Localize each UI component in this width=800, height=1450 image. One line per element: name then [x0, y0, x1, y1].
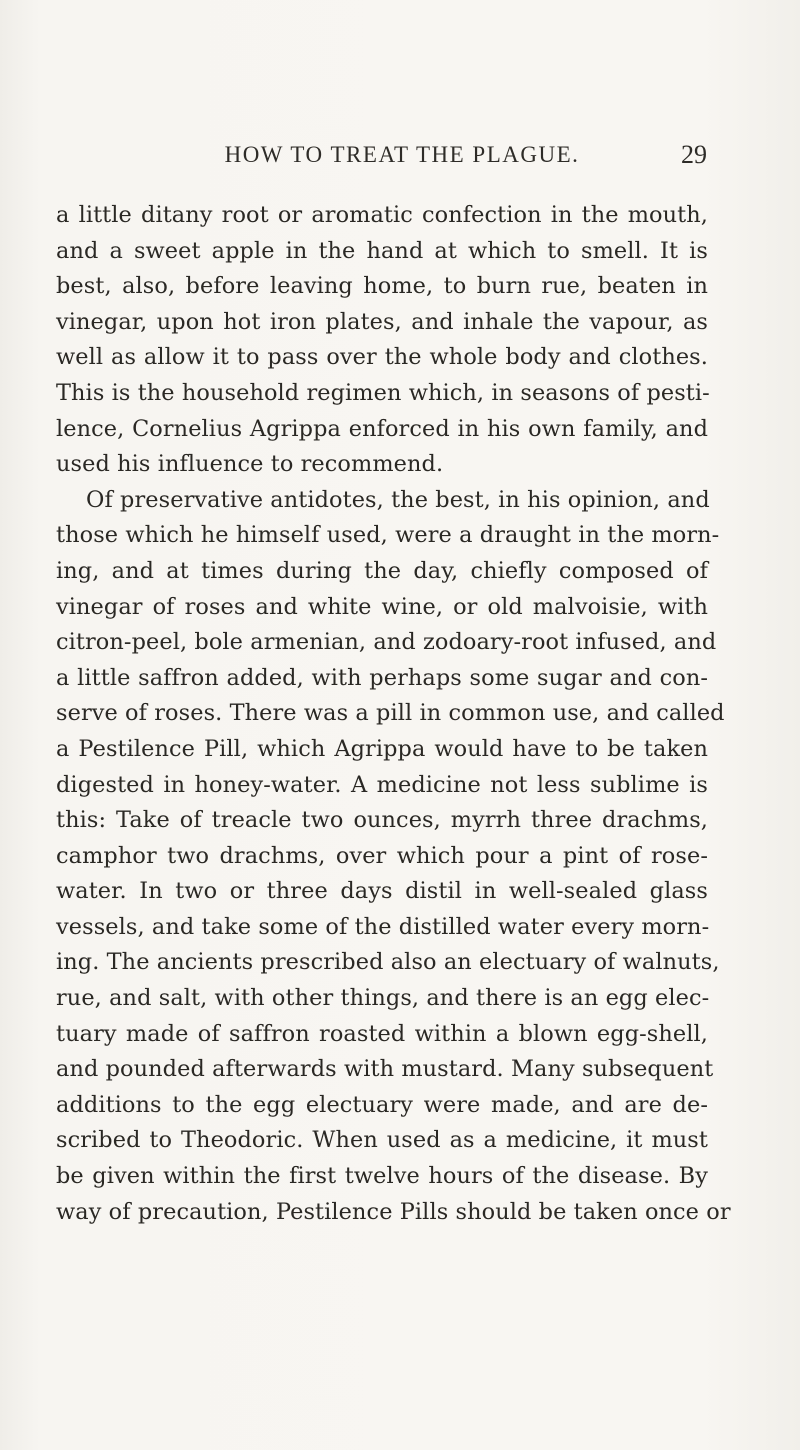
text-line: best, also, before leaving home, to burn rue, beaten in — [56, 273, 708, 300]
running-title: HOW TO TREAT THE PLAGUE. — [224, 142, 580, 167]
text-line: This is the household regimen which, in seasons of pesti- — [56, 379, 710, 406]
text-line: lence, Cornelius Agrippa enforced in his own family, and — [56, 415, 708, 442]
text-line: a little ditany root or aromatic confection in the mouth, — [56, 202, 708, 228]
body-text — [56, 198, 731, 1230]
text-line: be given within the first twelve hours of the disease. By — [56, 1163, 708, 1190]
text-line: well as allow it to pass over the whole body and clothes. — [56, 344, 708, 371]
text-line: a little saffron added, with perhaps some sugar and con- — [56, 664, 708, 691]
text-line: citron-peel, bole armenian, and zodoary-root infused, and — [56, 629, 717, 656]
text-line: a Pestilence Pill, which Agrippa would have to be taken — [56, 735, 708, 762]
text-line: scribed to Theodoric. When used as a medicine, it must — [56, 1127, 708, 1154]
text-line: water. In two or three days distil in well-sealed glass — [56, 878, 708, 905]
text-line: and a sweet apple in the hand at which to smell. It is — [56, 237, 708, 264]
text-line: vessels, and take some of the distilled water every morn- — [56, 913, 710, 940]
text-line: rue, and salt, with other things, and there is an egg elec- — [56, 985, 710, 1012]
text-line: this: Take of treacle two ounces, myrrh three drachms, — [56, 807, 708, 834]
text-line: ing, and at times during the day, chiefly composed of — [56, 557, 708, 584]
text-line: vinegar, upon hot iron plates, and inhale the vapour, as — [56, 308, 708, 335]
text-line: ing. The ancients prescribed also an electuary of walnuts, — [56, 949, 720, 976]
text-line: digested in honey-water. A medicine not less sublime is — [56, 771, 708, 798]
text-line: used his influence to recommend. — [56, 451, 444, 478]
text-line: and pounded afterwards with mustard. Many subsequent — [56, 1056, 714, 1083]
text-line: tuary made of saffron roasted within a blown egg-shell, — [56, 1020, 708, 1047]
text-line: way of precaution, Pestilence Pills should be taken once or — [56, 1198, 731, 1225]
text-line: vinegar of roses and white wine, or old malvoisie, with — [56, 593, 708, 620]
page-header — [0, 142, 800, 182]
text-line: those which he himself used, were a draught in the morn- — [56, 522, 720, 549]
page-number: 29 — [681, 140, 707, 169]
text-line: serve of roses. There was a pill in common use, and called — [56, 700, 725, 727]
text-line: additions to the egg electuary were made, and are de- — [56, 1091, 708, 1118]
text-line: camphor two drachms, over which pour a pint of rose- — [56, 842, 708, 869]
text-line: Of preservative antidotes, the best, in his opinion, and — [86, 486, 710, 513]
